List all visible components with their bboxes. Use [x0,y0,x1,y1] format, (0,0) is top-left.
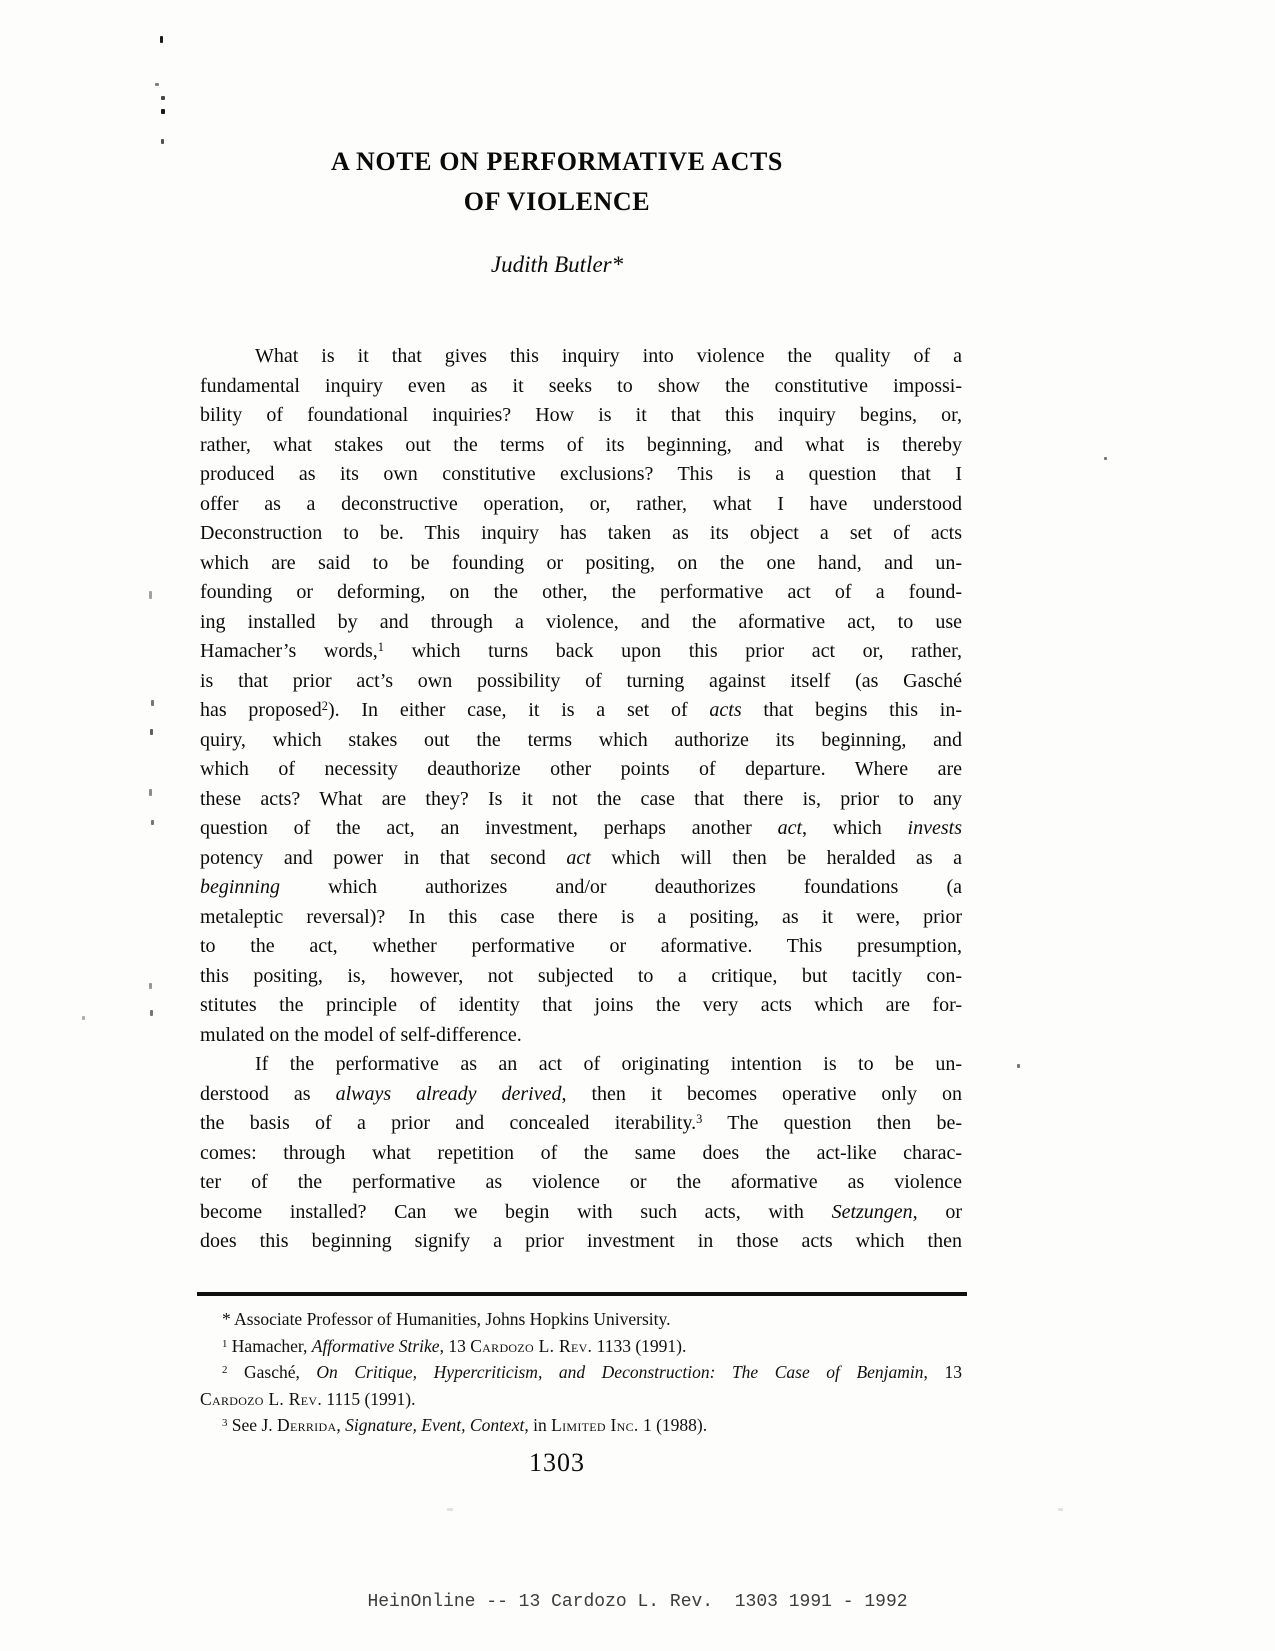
text-line: beginning which authorizes and/or deauthorizes foundations (a [200,876,962,898]
scan-speck [149,789,152,796]
text-line: Cardozo L. Rev. 1115 (1991). [200,1388,416,1409]
scan-speck [1058,1508,1063,1511]
text-line: What is it that gives this inquiry into violence the quality of a [255,345,962,367]
paragraph-2 [200,1050,962,1257]
author-byline: Judith Butler* [490,252,624,277]
scan-speck [160,36,163,43]
text-line: has proposed$^2$). In either case, it is a set of acts that begins this in- [200,699,963,721]
scan-speck [149,983,152,989]
text-line: rather, what stakes out the terms of its beginning, and what is thereby [200,433,962,456]
text-line: to the act, whether performative or aformative. This presumption, [200,935,962,957]
text-line: bility of foundational inquiries? How is it that this inquiry begins, or, [200,404,962,426]
text-line: mulated on the model of self-difference. [200,1023,522,1046]
footnote-separator-rule [197,1292,967,1296]
page-number: 1303 [529,1448,585,1477]
text-line: question of the act, an investment, perhaps another act, which invests [200,817,962,839]
text-line: does this beginning signify a prior investment in those acts which then [200,1230,962,1252]
text-line: Deconstruction to be. This inquiry has taken as its object a set of acts [200,522,962,544]
text-line: is that prior act’s own possibility of turning against itself (as Gasché [200,669,962,692]
text-line: comes: through what repetition of the same does the act-like charac- [200,1141,962,1164]
text-line: Hamacher’s words,$^1$ which turns back upon this prior act or, rather, [200,640,962,662]
scan-speck [82,1016,85,1020]
article-title-line1: A NOTE ON PERFORMATIVE ACTS [331,147,783,176]
scan-speck [161,139,164,144]
text-line: offer as a deconstructive operation, or, rather, what I have understood [200,492,962,515]
text-line: * Associate Professor of Humanities, Johns Hopkins University. [222,1309,671,1329]
text-line: stitutes the principle of identity that joins the very acts which are for- [200,994,962,1016]
scan-speck [151,700,154,706]
text-line: If the performative as an act of originating intention is to be un- [255,1053,962,1075]
scan-speck [1017,1064,1020,1068]
footnotes-list [200,1306,962,1439]
paragraph-1 [200,342,962,1050]
scan-speck [447,1508,453,1511]
text-line: derstood as always already derived, then it becomes operative only on [200,1082,962,1105]
text-line: these acts? What are they? Is it not the case that there is, prior to any [200,787,962,810]
text-line: fundamental inquiry even as it seeks to show the constitutive impossi- [200,374,962,397]
article-title-line2: OF VIOLENCE [463,187,651,216]
text-line: the basis of a prior and concealed iterability.$^3$ The question then be- [200,1112,962,1134]
text-line: which of necessity deauthorize other points of departure. Where are [200,758,962,780]
footnotes [200,1306,962,1439]
text-line: founding or deforming, on the other, the performative act of a found- [200,581,962,603]
text-line: become installed? Can we begin with such acts, with Setzungen, or [200,1200,962,1223]
text-line: which are said to be founding or positing, on the one hand, and un- [200,551,962,574]
scan-speck [149,591,152,599]
scan-speck [161,96,165,100]
text-line: $^3$ See J. Derrida, Signature, Event, Context, in Limited Inc. 1 (1988). [222,1415,708,1435]
text-line: metaleptic reversal)? In this case there is a positing, as it were, prior [200,905,962,928]
scan-speck [161,109,165,114]
text-line: quiry, which stakes out the terms which authorize its beginning, and [200,728,962,751]
scan-speck [1104,457,1107,460]
scan-speck [150,729,153,735]
body-text [200,342,962,1257]
text-line: this positing, is, however, not subjected to a critique, but tacitly con- [200,964,962,987]
text-line: potency and power in that second act which will then be heralded as a [200,846,962,869]
scan-speck [155,83,159,86]
scan-speck [151,820,154,825]
text-line: ter of the performative as violence or the aformative as violence [200,1171,962,1193]
text-line: $^2$ Gasché, On Critique, Hypercriticism, and Deconstruction: The Case of Benjamin, 13 [222,1362,962,1382]
text-line: ing installed by and through a violence, and the aformative act, to use [200,610,962,633]
scan-speck [150,1010,153,1016]
text-line: $^1$ Hamacher, Afformative Strike, 13 Cardozo L. Rev. 1133 (1991). [222,1335,687,1356]
text-line: produced as its own constitutive exclusions? This is a question that I [200,463,962,485]
heinonline-footer: HeinOnline -- 13 Cardozo L. Rev. 1303 1991 - 1992 [367,1592,908,1612]
article-title [176,142,938,222]
